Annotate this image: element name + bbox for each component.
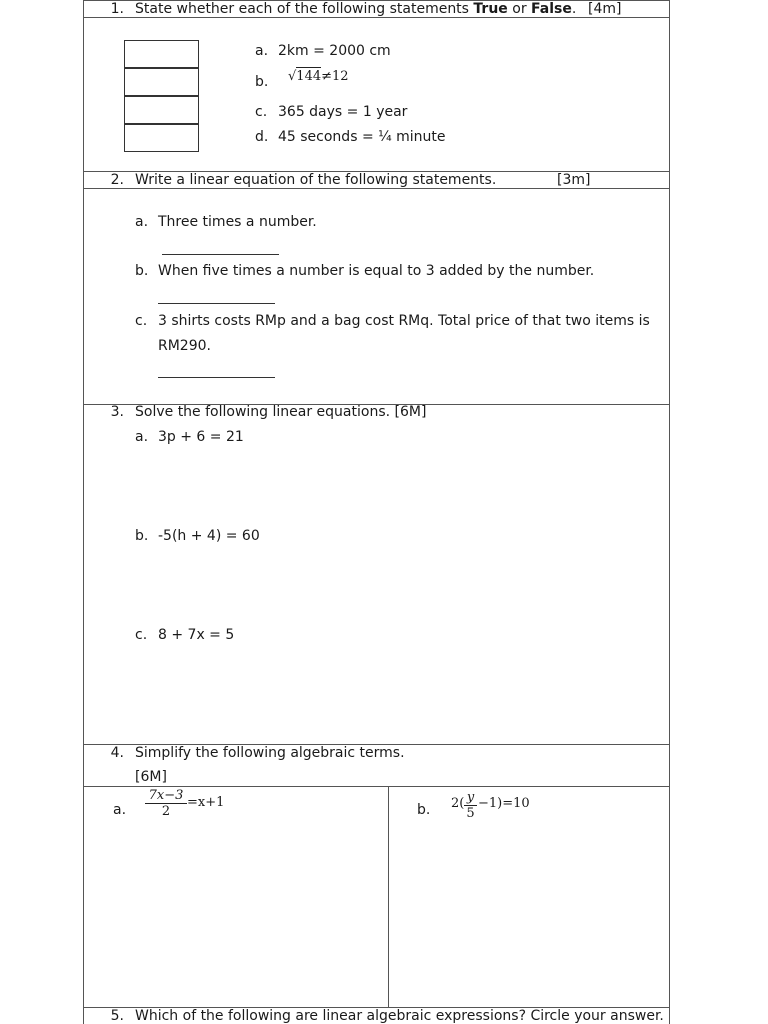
table-line — [83, 188, 670, 189]
question-marks: [3m] — [557, 172, 591, 188]
question-number: 4. — [110, 745, 124, 761]
item-letter: b. — [135, 263, 149, 279]
question-number: 1. — [110, 1, 124, 17]
equation-text: -5(h + 4) = 60 — [158, 528, 260, 544]
item-letter: b. — [135, 528, 149, 544]
item-text: 3 shirts costs RMp and a bag cost RMq. Total price of that two items is — [158, 313, 650, 329]
equation-text: 8 + 7x = 5 — [158, 627, 235, 643]
answer-box[interactable] — [124, 124, 199, 152]
question-text: Which of the following are linear algebraic expressions? Circle your answer. — [135, 1008, 664, 1024]
equation-prefix: 2( — [451, 796, 465, 811]
item-letter: d. — [255, 129, 269, 145]
statement-rest: ≠12 — [321, 69, 349, 84]
question-text: State whether each of the following statements True or False. — [135, 1, 577, 17]
sqrt-statement: √144≠12 — [288, 69, 349, 84]
item-letter: b. — [417, 802, 431, 818]
question-marks: [4m] — [588, 1, 622, 17]
equation-rhs: =x+1 — [187, 795, 225, 810]
table-line — [83, 786, 670, 787]
statement-text: 365 days = 1 year — [278, 104, 408, 120]
question-text: Solve the following linear equations. [6M] — [135, 404, 427, 420]
answer-box[interactable] — [124, 40, 199, 68]
fraction — [145, 788, 187, 819]
answer-line[interactable] — [162, 254, 279, 255]
answer-box[interactable] — [124, 96, 199, 124]
denominator: 5 — [464, 805, 477, 821]
answer-line[interactable] — [158, 303, 275, 304]
item-letter: c. — [135, 313, 148, 329]
question-text: Simplify the following algebraic terms. — [135, 745, 405, 761]
numerator: 7x−3 — [148, 788, 184, 803]
equation-rest: −1)=10 — [478, 796, 530, 811]
item-letter: a. — [135, 214, 149, 230]
numerator: y — [466, 790, 475, 805]
item-letter: c. — [255, 104, 268, 120]
worksheet-frame — [83, 0, 670, 1024]
answer-box[interactable] — [124, 68, 199, 96]
denominator: 2 — [145, 803, 187, 819]
item-letter: b. — [255, 74, 269, 90]
statement-text: 45 seconds = ¼ minute — [278, 129, 446, 145]
answer-line[interactable] — [158, 377, 275, 378]
fraction — [464, 790, 477, 821]
radicand: 144 — [296, 69, 322, 84]
question-marks: [6M] — [135, 769, 167, 785]
equation-text: 3p + 6 = 21 — [158, 429, 244, 445]
question-number: 3. — [110, 404, 124, 420]
question-text: Write a linear equation of the following statements. — [135, 172, 497, 188]
item-letter: a. — [255, 43, 269, 59]
item-text: Three times a number. — [158, 214, 317, 230]
item-letter: a. — [135, 429, 149, 445]
question-number: 2. — [110, 172, 124, 188]
item-letter: a. — [113, 802, 127, 818]
table-line — [83, 17, 670, 18]
column-divider — [388, 786, 389, 1007]
item-letter: c. — [135, 627, 148, 643]
statement-text: 2km = 2000 cm — [278, 43, 391, 59]
item-text-continued: RM290. — [158, 338, 211, 354]
item-text: When five times a number is equal to 3 added by the number. — [158, 263, 595, 279]
question-number: 5. — [110, 1008, 124, 1024]
